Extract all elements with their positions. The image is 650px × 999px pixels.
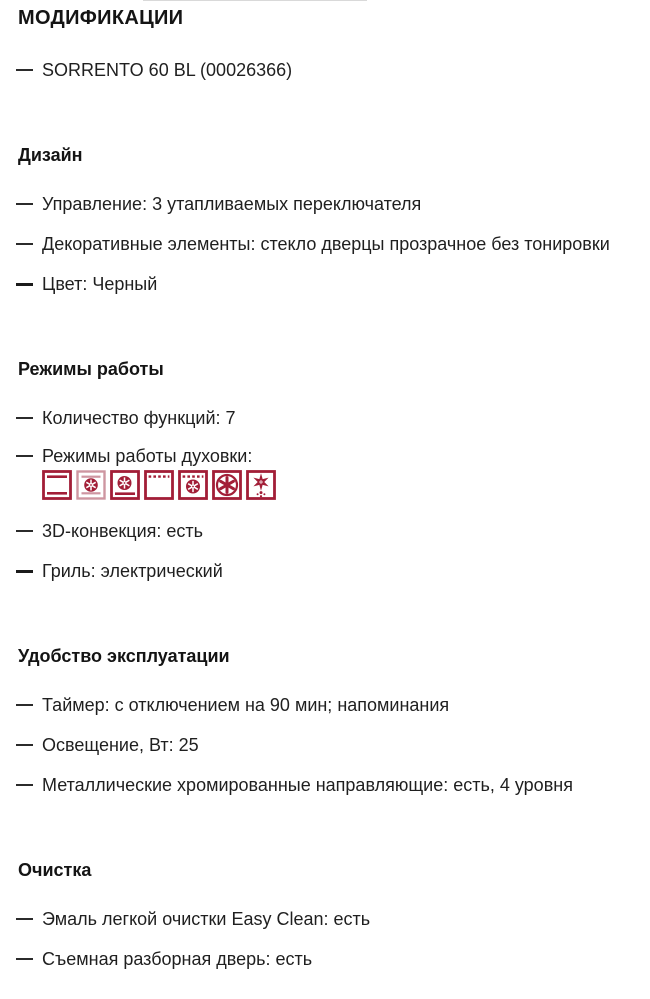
dash-marker	[16, 570, 33, 573]
spec-item	[16, 518, 632, 545]
spec-item-label: 3D-конвекция: есть	[42, 521, 204, 541]
spec-item	[16, 906, 632, 933]
spec-item-label: Декоративные элементы: стекло дверцы прозрачное без тонировки	[42, 234, 610, 254]
spec-item	[16, 191, 632, 218]
dash-marker	[16, 455, 33, 457]
dash-marker	[16, 203, 33, 205]
dash-marker	[16, 918, 33, 920]
spec-item-label: Освещение, Вт: 25	[42, 735, 199, 755]
section-operating-modes	[16, 358, 632, 585]
spec-item	[16, 692, 632, 719]
spec-item	[16, 772, 632, 799]
spec-item-label: Количество функций: 7	[42, 408, 236, 428]
spec-item-label: Цвет: Черный	[42, 274, 158, 294]
spec-item	[16, 558, 632, 585]
spec-item	[16, 405, 632, 432]
dash-marker	[16, 744, 33, 746]
dash-marker	[16, 417, 33, 419]
spec-item	[16, 732, 632, 759]
oven-mode-convection-icon	[212, 470, 242, 500]
top-divider	[143, 0, 367, 1]
oven-mode-defrost-icon	[246, 470, 276, 500]
heading-operating-modes: Режимы работы	[18, 359, 164, 379]
spec-item-label: Режимы работы духовки:	[42, 446, 253, 466]
dash-marker	[16, 530, 33, 532]
spec-item	[16, 946, 632, 973]
dash-marker	[16, 704, 33, 706]
page-title: МОДИФИКАЦИИ	[18, 7, 184, 29]
section-usability	[16, 645, 632, 799]
spec-item-label: Управление: 3 утапливаемых переключателя	[42, 194, 422, 214]
dash-marker	[16, 283, 33, 286]
oven-mode-top-bottom-heat-icon	[42, 470, 72, 500]
dash-marker	[16, 958, 33, 960]
heading-design: Дизайн	[18, 145, 83, 165]
dash-marker	[16, 243, 33, 245]
section-cleaning	[16, 859, 632, 973]
oven-mode-grill-icon	[144, 470, 174, 500]
spec-item	[16, 231, 632, 258]
section-design	[16, 144, 632, 298]
dash-marker	[16, 69, 33, 71]
spec-item-label: Эмаль легкой очистки Easy Clean: есть	[42, 909, 371, 929]
heading-usability: Удобство эксплуатации	[18, 646, 230, 666]
oven-mode-top-bottom-heat-fan-icon	[76, 470, 106, 500]
modification-item	[16, 57, 632, 84]
spec-item-label: Металлические хромированные направляющие: есть, 4 уровня	[42, 775, 573, 795]
oven-mode-grill-fan-icon	[178, 470, 208, 500]
heading-cleaning: Очистка	[18, 860, 92, 880]
spec-item-label: Гриль: электрический	[42, 561, 223, 581]
spec-item-label: Съемная разборная дверь: есть	[42, 949, 313, 969]
oven-modes-icon-row	[42, 470, 276, 500]
spec-item	[16, 271, 632, 298]
spec-item-oven-modes	[16, 443, 632, 500]
modification-label: SORRENTO 60 BL (00026366)	[42, 60, 293, 80]
oven-mode-bottom-heat-fan-icon	[110, 470, 140, 500]
spec-item-label: Таймер: с отключением на 90 мин; напоминания	[42, 695, 450, 715]
dash-marker	[16, 784, 33, 786]
